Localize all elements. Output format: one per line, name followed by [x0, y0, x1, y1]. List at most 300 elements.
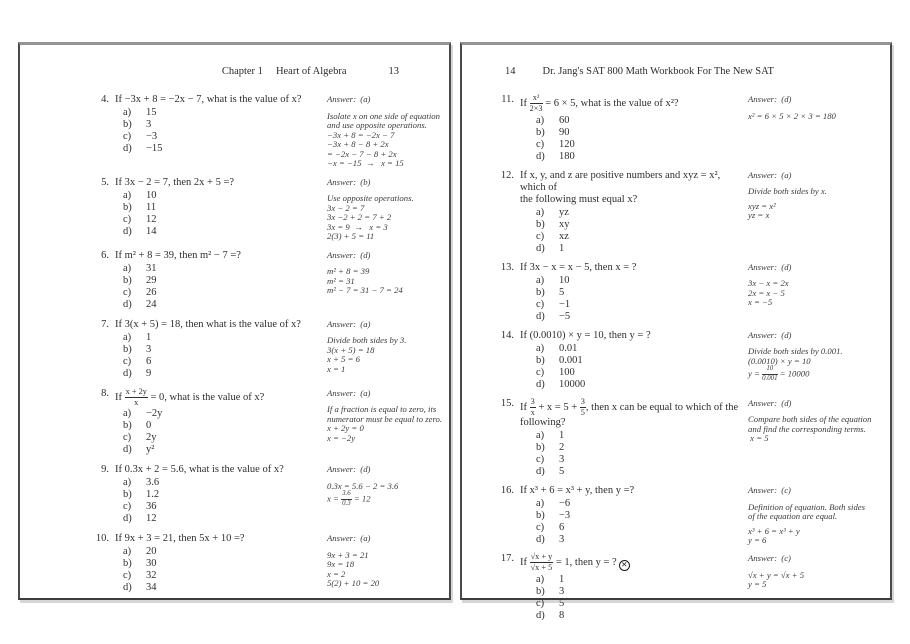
- choice-text: 15: [146, 107, 157, 118]
- choice-letter: d): [123, 367, 132, 379]
- choice-letter: a): [536, 430, 545, 442]
- explanation-line: x = −2y: [327, 432, 356, 443]
- left-page-header: [90, 65, 431, 78]
- left-page: [18, 42, 451, 600]
- question-block: [90, 177, 431, 242]
- answer-choice: [123, 420, 327, 432]
- answer-choice: [123, 287, 327, 299]
- question-block: [495, 170, 874, 255]
- answer-choices: [123, 332, 327, 380]
- answer-choice: [536, 127, 748, 139]
- answer-column: [748, 94, 874, 163]
- choice-letter: a): [536, 342, 545, 354]
- question-block: [90, 250, 431, 311]
- answer-choice: [536, 287, 748, 299]
- fraction: $\frac{\text{x²}}{2\times 3}$: [529, 93, 543, 114]
- choice-letter: d): [536, 242, 545, 254]
- question-text: [115, 94, 327, 106]
- choice-letter: b): [536, 585, 545, 597]
- choice-text: 5: [559, 466, 565, 478]
- answer-label: Answer: (a): [327, 94, 371, 104]
- answer-choices: [536, 115, 748, 163]
- choice-letter: b): [123, 420, 132, 432]
- choice-text: 1: [559, 242, 565, 254]
- question-number: 17.: [500, 553, 514, 565]
- answer-label: Answer: (d): [327, 464, 371, 475]
- explanation-line: Isolate x on one side of equation: [327, 110, 440, 121]
- choice-letter: c): [123, 355, 132, 367]
- answer-choice: [123, 513, 327, 525]
- answer-explanation: [327, 194, 431, 242]
- choice-letter: d): [536, 150, 545, 162]
- explanation-line: (0.0010) × y = 10: [748, 355, 811, 366]
- choice-letter: d): [123, 444, 132, 456]
- answer-explanation: [748, 503, 874, 546]
- choice-letter: d): [123, 143, 132, 154]
- answer-choices: [536, 430, 748, 478]
- answer-choice: [536, 442, 748, 454]
- question-main: [495, 94, 748, 163]
- answer-choices: [123, 190, 327, 238]
- choice-letter: a): [536, 573, 545, 585]
- choice-letter: b): [123, 558, 132, 570]
- answer-choice: [123, 501, 327, 513]
- explanation-line: x = −5: [748, 297, 773, 308]
- question-text: [520, 94, 748, 114]
- choice-text: −5: [559, 310, 571, 322]
- choice-letter: b): [536, 354, 545, 366]
- answer-label: Answer: (c): [748, 485, 791, 496]
- question-number: 10.: [95, 533, 109, 545]
- answer-column: [748, 330, 874, 391]
- question-block: [90, 94, 440, 169]
- answer-explanation: [748, 279, 874, 308]
- question-block: [90, 464, 431, 525]
- question-main: [495, 485, 748, 546]
- question-text-line: If −3x + 8 = −2x − 7, what is the value of x?: [115, 94, 302, 105]
- choice-letter: b): [123, 343, 132, 355]
- explanation-line: and find the corresponding terms.: [748, 423, 866, 434]
- choice-letter: b): [536, 442, 545, 454]
- choice-text: 0.001: [559, 354, 583, 366]
- explanation-line: numerator must be equal to zero.: [327, 413, 443, 424]
- choice-text: 2y: [146, 432, 157, 444]
- question-number: 7.: [101, 318, 109, 330]
- answer-choice: [123, 558, 327, 570]
- question-main: [495, 553, 748, 622]
- answer-label: Answer: (d): [748, 329, 792, 340]
- answer-explanation: [748, 415, 874, 444]
- question-main: [90, 388, 327, 457]
- answer-label: Answer: (d): [748, 261, 792, 272]
- choice-text: 8: [559, 609, 565, 621]
- question-text-line: If 0.3x + 2 = 5.6, what is the value of x?: [115, 464, 284, 476]
- answer-choices: [536, 207, 748, 255]
- answer-choice: [536, 534, 748, 546]
- choice-text: 36: [146, 501, 157, 513]
- answer-choice: [536, 367, 748, 379]
- answer-column: [748, 170, 874, 255]
- explanation-line: Compare both sides of the equation: [748, 414, 872, 425]
- answer-choice: [536, 311, 748, 323]
- answer-column: [748, 398, 874, 479]
- question-number: 5.: [101, 176, 109, 188]
- answer-choice: [123, 202, 327, 214]
- choice-text: 6: [146, 355, 152, 367]
- explanation-line: Divide both sides by 0.001.: [748, 346, 843, 357]
- choice-letter: c): [536, 454, 545, 466]
- question-block: [90, 533, 431, 594]
- choice-letter: a): [123, 189, 132, 201]
- choice-text: 120: [559, 138, 575, 150]
- answer-choice: [123, 263, 327, 275]
- explanation-line: Divide both sides by x.: [748, 186, 827, 197]
- choice-text: 30: [146, 558, 157, 570]
- choice-letter: b): [536, 126, 545, 138]
- question-text-line: If m² + 8 = 39, then m² − 7 =?: [115, 249, 241, 261]
- choice-text: 11: [146, 201, 157, 213]
- answer-choice: [536, 343, 748, 355]
- question-block: [495, 330, 874, 391]
- choice-text: 2: [559, 442, 565, 454]
- choice-text: 26: [146, 286, 157, 298]
- questions-column: [90, 94, 443, 594]
- explanation-line: 0.3x = 5.6 − 2 = 3.6: [327, 480, 399, 491]
- answer-column: [748, 262, 874, 323]
- question-text: [520, 485, 748, 497]
- fraction: $\frac{√x + y}{√x + 5}$: [530, 552, 553, 573]
- answer-choice: [123, 226, 327, 238]
- answer-label: Answer: (a): [327, 387, 371, 398]
- choice-text: 3: [559, 454, 565, 466]
- choice-text: 1: [146, 331, 152, 343]
- question-text-line: If $\frac{x + 2y}{x}$ = 0, what is the value of x?: [115, 386, 265, 407]
- circled-x-icon: ✕: [619, 560, 630, 571]
- question-number: 11.: [501, 94, 514, 105]
- fraction: $\frac{3.6}{0.3}$: [342, 490, 351, 507]
- choice-text: 3: [559, 534, 565, 546]
- explanation-line: 3x −2 + 2 = 7 + 2: [327, 212, 392, 222]
- question-main: [90, 464, 327, 525]
- choice-letter: c): [123, 213, 132, 225]
- choice-letter: c): [536, 138, 545, 150]
- explanation-line: yz = x: [748, 210, 770, 221]
- right-page: [460, 42, 892, 621]
- explanation-line: 3(x + 5) = 18: [327, 344, 375, 355]
- question-text-line: If 3x − x = x − 5, then x = ?: [520, 261, 637, 273]
- choice-text: 1: [559, 430, 565, 442]
- answer-explanation: [748, 112, 874, 122]
- question-main: [495, 398, 748, 479]
- answer-choice: [123, 107, 327, 119]
- choice-text: 31: [146, 262, 157, 274]
- choice-text: 12: [146, 513, 157, 525]
- question-text: [520, 262, 748, 274]
- choice-letter: a): [536, 114, 545, 126]
- answer-choice: [536, 454, 748, 466]
- choice-text: 29: [146, 274, 157, 286]
- choice-letter: c): [123, 286, 132, 298]
- choice-text: 1: [559, 573, 565, 585]
- question-number: 8.: [101, 387, 109, 399]
- explanation-line: m² = 31: [327, 275, 355, 286]
- question-text: [115, 464, 327, 476]
- choice-letter: c): [536, 298, 545, 310]
- answer-explanation: [327, 112, 440, 169]
- choice-letter: b): [536, 286, 545, 298]
- answer-choice: [123, 143, 327, 155]
- answer-choice: [536, 275, 748, 287]
- choice-text: 20: [146, 546, 157, 558]
- explanation-line: x = $\frac{3.6}{0.3}$ = 12: [327, 490, 371, 507]
- chapter-title: Heart of Algebra: [275, 66, 347, 77]
- answer-explanation: [327, 267, 431, 296]
- question-number: 15.: [500, 397, 514, 409]
- explanation-line: y = 5: [748, 579, 767, 590]
- answer-choices: [123, 107, 327, 155]
- choice-letter: a): [123, 546, 132, 558]
- explanation-line: 2(3) + 5 = 11: [327, 231, 375, 241]
- page-number: 13: [388, 66, 399, 77]
- question-block: [495, 262, 874, 323]
- answer-choice: [536, 219, 748, 231]
- choice-letter: c): [536, 230, 545, 242]
- answer-column: [748, 553, 874, 622]
- explanation-line: −3x + 8 − 8 + 2x: [327, 139, 389, 149]
- choice-letter: a): [123, 262, 132, 274]
- explanation-line: of the equation are equal.: [748, 511, 838, 522]
- answer-choice: [123, 582, 327, 594]
- answer-choice: [123, 368, 327, 380]
- explanation-line: y = 6: [748, 535, 767, 546]
- choice-letter: a): [536, 274, 545, 286]
- question-block: [495, 398, 874, 479]
- explanation-line: and use opposite operations.: [327, 120, 427, 130]
- explanation-line: If a fraction is equal to zero, its: [327, 404, 437, 414]
- choice-text: 1.2: [146, 489, 160, 501]
- answer-choices: [536, 574, 748, 622]
- choice-text: 0.01: [559, 342, 578, 354]
- choice-letter: d): [123, 582, 132, 594]
- answer-choices: [536, 343, 748, 391]
- explanation-line: 5(2) + 10 = 20: [327, 578, 380, 589]
- question-text: [115, 177, 327, 189]
- explanation-line: m² − 7 = 31 − 7 = 24: [327, 285, 403, 295]
- question-text: [115, 388, 327, 408]
- explanation-line: x = 5: [748, 433, 769, 444]
- explanation-line: = −2x − 7 − 8 + 2x: [327, 148, 397, 159]
- explanation-line: 3x − 2 = 7: [327, 202, 365, 213]
- question-block: [90, 386, 443, 457]
- question-main: [90, 319, 327, 380]
- choice-letter: b): [123, 274, 132, 286]
- question-main: [90, 177, 327, 242]
- question-text-line: the following must equal x?: [520, 193, 638, 205]
- choice-text: 10: [559, 274, 570, 286]
- question-text: [520, 330, 748, 342]
- choice-letter: a): [536, 498, 545, 510]
- choice-letter: d): [536, 534, 545, 546]
- answer-choice: [123, 570, 327, 582]
- question-text: [115, 319, 327, 331]
- choice-letter: a): [123, 477, 132, 489]
- question-text-line: If $\frac{√x + y}{√x + 5}$ = 1, then y = ? ✕: [520, 553, 748, 573]
- question-text-line: If 9x + 3 = 21, then 5x + 10 =?: [115, 533, 245, 545]
- choice-letter: d): [536, 378, 545, 390]
- choice-letter: a): [123, 331, 132, 343]
- answer-choice: [123, 546, 327, 558]
- choice-letter: c): [536, 522, 545, 534]
- right-page-header: [495, 65, 874, 78]
- answer-column: [327, 177, 431, 242]
- answer-choice: [536, 466, 748, 478]
- answer-explanation: [327, 336, 431, 374]
- explanation-line: m² + 8 = 39: [327, 266, 370, 276]
- question-number: 9.: [101, 464, 109, 476]
- question-block: [495, 553, 874, 622]
- choice-letter: d): [536, 466, 545, 478]
- answer-explanation: [327, 405, 442, 443]
- answer-choice: [123, 408, 327, 420]
- choice-letter: d): [123, 298, 132, 310]
- choice-text: 3: [559, 585, 565, 597]
- answer-choice: [536, 574, 748, 586]
- answer-explanation: [327, 551, 431, 589]
- question-text-line: If x, y, and z are positive numbers and xyz = x², which of: [520, 169, 721, 193]
- explanation-line: Definition of equation. Both sides: [748, 501, 866, 512]
- answer-choice: [536, 115, 748, 127]
- choice-letter: c): [536, 366, 545, 378]
- question-number: 16.: [500, 485, 514, 497]
- choice-letter: b): [536, 218, 545, 230]
- answer-explanation: [748, 347, 874, 383]
- choice-letter: a): [536, 206, 545, 218]
- choice-text: −1: [559, 298, 571, 310]
- choice-text: xy: [559, 218, 570, 230]
- answer-choice: [536, 355, 748, 367]
- answer-choices: [536, 275, 748, 323]
- answer-choice: [123, 119, 327, 131]
- choice-text: 180: [559, 150, 575, 162]
- choice-letter: b): [123, 119, 132, 130]
- answer-choice: [123, 214, 327, 226]
- question-text: [520, 398, 748, 430]
- explanation-line: xyz = x²: [748, 200, 776, 211]
- fraction: $\frac{10}{0.001}$: [762, 365, 778, 382]
- choice-text: 24: [146, 298, 157, 310]
- question-block: [90, 319, 431, 380]
- explanation-line: 3x − x = 2x: [748, 278, 789, 289]
- choice-letter: b): [123, 489, 132, 501]
- answer-choice: [536, 207, 748, 219]
- choice-letter: c): [536, 597, 545, 609]
- explanation-line: x + 2y = 0: [327, 423, 364, 433]
- choice-text: −6: [559, 498, 571, 510]
- questions-column: [495, 94, 874, 622]
- choice-letter: c): [123, 131, 132, 142]
- answer-column: [327, 388, 442, 457]
- choice-text: 60: [559, 114, 570, 126]
- answer-choice: [536, 151, 748, 163]
- explanation-line: x = 2: [327, 568, 346, 579]
- explanation-line: x = 1: [327, 363, 346, 374]
- question-text: [520, 553, 748, 573]
- answer-choice: [123, 489, 327, 501]
- answer-choice: [123, 275, 327, 287]
- answer-label: Answer: (c): [748, 553, 791, 564]
- question-main: [495, 330, 748, 391]
- choice-text: 9: [146, 367, 152, 379]
- explanation-line: 9x + 3 = 21: [327, 549, 369, 560]
- fraction: $\frac{x + 2y}{x}$: [125, 386, 147, 407]
- explanation-line: x² = 6 × 5 × 2 × 3 = 180: [748, 110, 836, 121]
- choice-text: 5: [559, 286, 565, 298]
- choice-text: −2y: [146, 408, 163, 420]
- choice-text: 32: [146, 570, 157, 582]
- choice-text: 90: [559, 126, 570, 138]
- choice-text: 0: [146, 420, 152, 432]
- explanation-line: −3x + 8 = −2x − 7: [327, 129, 395, 140]
- answer-label: Answer: (a): [327, 318, 371, 329]
- choice-text: 10: [146, 189, 157, 201]
- question-number: 6.: [101, 249, 109, 261]
- answer-choices: [123, 477, 327, 525]
- answer-column: [327, 533, 431, 594]
- question-text-line: If 3(x + 5) = 18, then what is the value of x?: [115, 318, 301, 330]
- answer-label: Answer: (d): [327, 249, 371, 260]
- choice-text: 14: [146, 225, 157, 237]
- answer-choices: [536, 498, 748, 546]
- explanation-line: x + 5 = 6: [327, 354, 360, 364]
- explanation-line: Use opposite operations.: [327, 193, 414, 203]
- answer-column: [327, 319, 431, 380]
- explanation-line: 3x = 9 → x = 3: [327, 221, 388, 232]
- chapter-label: Chapter 1: [221, 66, 263, 77]
- choice-letter: a): [123, 408, 132, 420]
- question-text: [115, 250, 327, 262]
- answer-choice: [536, 299, 748, 311]
- question-number: 4.: [101, 94, 109, 105]
- choice-text: −15: [146, 143, 163, 154]
- answer-choice: [536, 139, 748, 151]
- question-text-line: If $\frac{\text{x²}}{2\times 3}$ = 6 × 5, what is the value of x²?: [520, 93, 679, 114]
- answer-label: Answer: (d): [748, 397, 792, 408]
- choice-letter: c): [123, 432, 132, 444]
- answer-choice: [123, 332, 327, 344]
- choice-letter: d): [123, 513, 132, 525]
- choice-text: xz: [559, 230, 569, 242]
- explanation-line: 2x = x − 5: [748, 287, 785, 298]
- explanation-line: x³ + 6 = x³ + y: [748, 525, 800, 536]
- answer-choice: [123, 356, 327, 368]
- answer-choice: [536, 586, 748, 598]
- answer-choice: [536, 498, 748, 510]
- choice-letter: b): [536, 510, 545, 522]
- choice-letter: d): [123, 225, 132, 237]
- answer-column: [327, 250, 431, 311]
- answer-choice: [536, 598, 748, 610]
- choice-text: 3: [146, 343, 152, 355]
- choice-text: −3: [559, 510, 571, 522]
- answer-explanation: [748, 571, 874, 590]
- answer-label: Answer: (b): [327, 176, 371, 187]
- question-text-line: If (0.0010) × y = 10, then y = ?: [520, 329, 651, 341]
- explanation-line: √x + y = √x + 5: [748, 569, 805, 580]
- explanation-line: y = $\frac{10}{0.001}$ = 10000: [748, 365, 810, 382]
- choice-text: 100: [559, 366, 575, 378]
- question-number: 12.: [500, 169, 514, 181]
- choice-text: 10000: [559, 378, 586, 390]
